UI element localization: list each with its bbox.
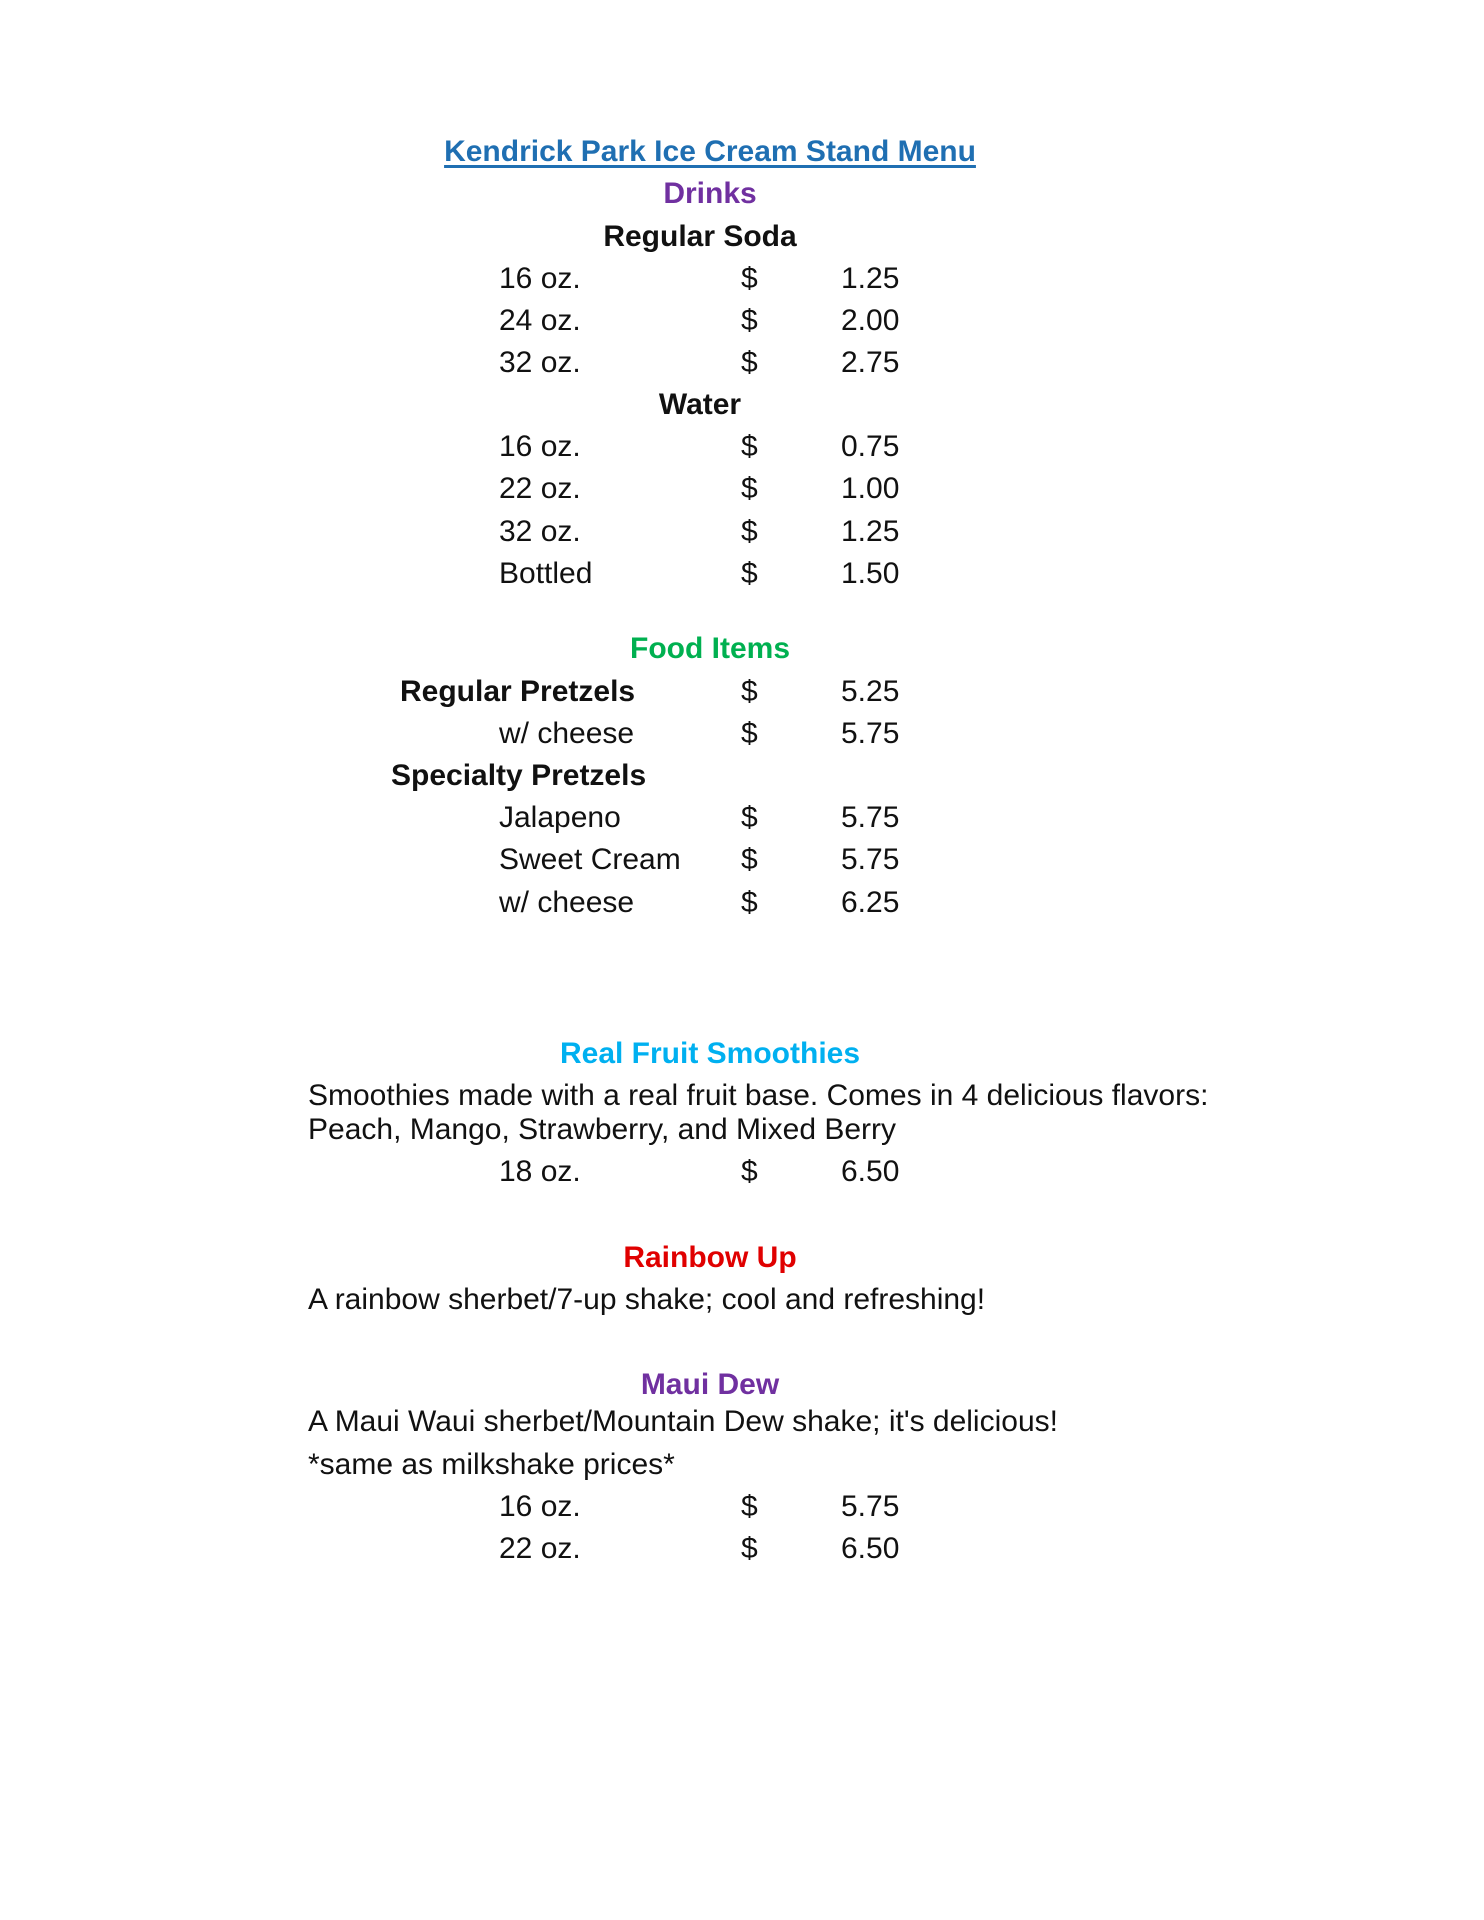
- page-title[interactable]: Kendrick Park Ice Cream Stand Menu: [444, 135, 976, 168]
- currency-symbol: $: [741, 472, 758, 505]
- menu-item-label: Jalapeno: [499, 801, 621, 834]
- currency-symbol: $: [741, 1155, 758, 1188]
- menu-item-price: 6.50: [841, 1532, 900, 1565]
- currency-symbol: $: [741, 843, 758, 876]
- menu-item-price: 5.25: [841, 675, 900, 708]
- smoothies-description-line1: Smoothies made with a real fruit base. Comes in 4 delicious flavors:: [308, 1079, 1209, 1112]
- food-heading: Food Items: [629, 632, 791, 665]
- menu-item-label: 22 oz.: [499, 1532, 581, 1565]
- menu-item-price: 1.50: [841, 557, 900, 590]
- smoothies-description-line2: Peach, Mango, Strawberry, and Mixed Berry: [308, 1113, 897, 1146]
- menu-item-price: 1.25: [841, 262, 900, 295]
- menu-item-price: 6.50: [841, 1155, 900, 1188]
- currency-symbol: $: [741, 515, 758, 548]
- menu-item-label: 32 oz.: [499, 346, 581, 379]
- menu-item-label: 16 oz.: [499, 1490, 581, 1523]
- currency-symbol: $: [741, 717, 758, 750]
- menu-item-price: 2.00: [841, 304, 900, 337]
- currency-symbol: $: [741, 557, 758, 590]
- menu-item-price: 0.75: [841, 430, 900, 463]
- menu-item-price: 5.75: [841, 801, 900, 834]
- currency-symbol: $: [741, 430, 758, 463]
- menu-item-price: 6.25: [841, 886, 900, 919]
- menu-item-label: 22 oz.: [499, 472, 581, 505]
- menu-item-label: 18 oz.: [499, 1155, 581, 1188]
- menu-item-price: 1.25: [841, 515, 900, 548]
- currency-symbol: $: [741, 262, 758, 295]
- menu-item-label: Bottled: [499, 557, 593, 590]
- currency-symbol: $: [741, 1532, 758, 1565]
- specialty-pretzels-heading: Specialty Pretzels: [391, 759, 647, 792]
- drinks-heading: Drinks: [663, 177, 757, 210]
- currency-symbol: $: [741, 886, 758, 919]
- rainbow-up-heading: Rainbow Up: [623, 1241, 797, 1274]
- maui-dew-description: A Maui Waui sherbet/Mountain Dew shake; it's delicious!: [308, 1405, 1058, 1438]
- menu-item-price: 5.75: [841, 1490, 900, 1523]
- currency-symbol: $: [741, 801, 758, 834]
- rainbow-up-description: A rainbow sherbet/7-up shake; cool and refreshing!: [308, 1283, 986, 1316]
- currency-symbol: $: [741, 1490, 758, 1523]
- menu-item-label: 16 oz.: [499, 430, 581, 463]
- maui-dew-heading: Maui Dew: [640, 1368, 780, 1401]
- menu-item-label: 32 oz.: [499, 515, 581, 548]
- currency-symbol: $: [741, 304, 758, 337]
- menu-item-label: 16 oz.: [499, 262, 581, 295]
- regular-pretzels-label: Regular Pretzels: [400, 675, 636, 708]
- menu-item-label: 24 oz.: [499, 304, 581, 337]
- currency-symbol: $: [741, 346, 758, 379]
- maui-dew-note: *same as milkshake prices*: [308, 1448, 675, 1481]
- smoothies-heading: Real Fruit Smoothies: [559, 1037, 861, 1070]
- menu-item-price: 5.75: [841, 717, 900, 750]
- menu-item-price: 2.75: [841, 346, 900, 379]
- menu-item-price: 5.75: [841, 843, 900, 876]
- regular-soda-heading: Regular Soda: [603, 220, 797, 253]
- menu-item-label: w/ cheese: [499, 886, 635, 919]
- water-heading: Water: [658, 388, 742, 421]
- currency-symbol: $: [741, 675, 758, 708]
- menu-item-label: Sweet Cream: [499, 843, 681, 876]
- menu-item-label: w/ cheese: [499, 717, 635, 750]
- menu-item-price: 1.00: [841, 472, 900, 505]
